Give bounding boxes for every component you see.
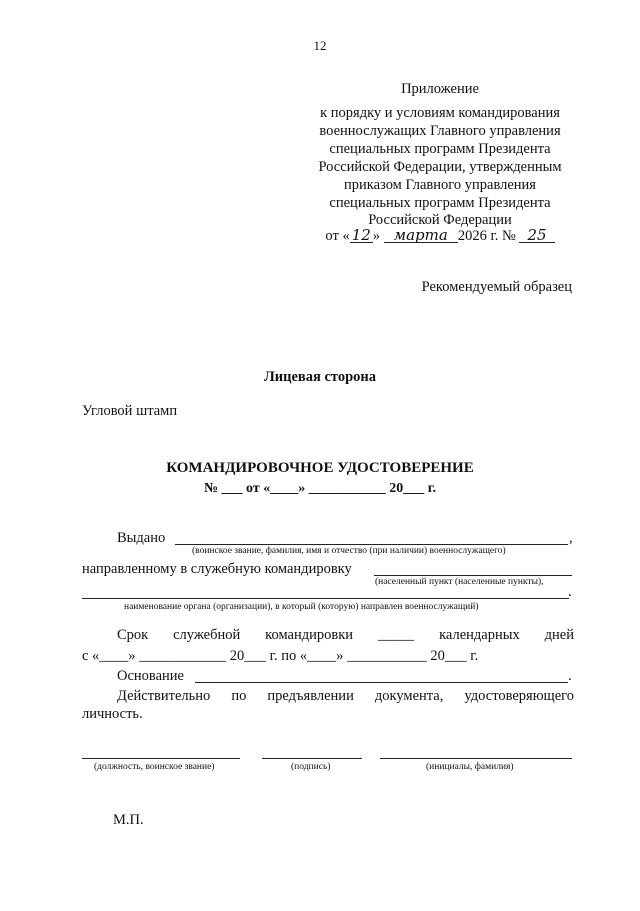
term-line [82, 627, 574, 644]
certificate-number-line: № ___ от «____» ___________ 20___ г. [203, 481, 437, 496]
handwritten-day: 12 [351, 226, 371, 244]
appendix-date [300, 228, 580, 245]
term-word: _____ [377, 627, 415, 643]
position-caption: (должность, воинское звание) [94, 762, 215, 772]
term-word: командировки [265, 627, 354, 643]
page-number: 12 [313, 38, 327, 53]
basis-label: Основание [117, 668, 184, 684]
term-dates: с «____» ____________ 20___ г. по «____» ___________ 20___ г. [82, 648, 479, 664]
initials-caption: (инициалы, фамилия) [426, 762, 514, 772]
term-word: календарных [439, 627, 520, 643]
certificate-title: КОМАНДИРОВОЧНОЕ УДОСТОВЕРЕНИЕ [166, 460, 474, 476]
issued-comma: , [569, 530, 573, 546]
directed-caption: (населенный пункт (населенные пункты), [375, 577, 544, 587]
signature-line [262, 758, 362, 759]
valid-word: Действительно [117, 688, 211, 704]
handwritten-number: 25 [519, 228, 554, 243]
issued-fill-line [175, 544, 568, 545]
organization-dot: . [568, 584, 572, 600]
handwritten-month: марта [384, 228, 458, 243]
initials-signature-line [380, 758, 572, 759]
signature-caption: (подпись) [291, 762, 331, 772]
organization-fill-line [82, 598, 569, 599]
directed-fill-line [374, 575, 572, 576]
appendix-line: специальных программ Президента [329, 141, 551, 157]
valid-word: документа, [374, 688, 444, 704]
appendix-line: Российской Федерации [368, 212, 512, 228]
appendix-line: Российской Федерации, утвержденным [318, 159, 562, 175]
valid-line-2: личность. [82, 706, 143, 722]
directed-label: направленному в служебную командировку [82, 561, 352, 577]
date-year: 2026 г. № [457, 228, 516, 244]
issued-caption: (воинское звание, фамилия, имя и отчество (при наличии) военнослужащего) [192, 546, 506, 556]
appendix-title: Приложение [401, 81, 479, 97]
appendix-line: специальных программ Президента [329, 195, 551, 211]
appendix-line: приказом Главного управления [344, 177, 536, 193]
issued-label: Выдано [117, 530, 166, 546]
term-word: служебной [173, 627, 241, 643]
valid-word: предъявлении [267, 688, 354, 704]
seal-place: М.П. [113, 812, 144, 828]
corner-stamp: Угловой штамп [82, 403, 178, 419]
position-signature-line [82, 758, 240, 759]
appendix-line: военнослужащих Главного управления [319, 123, 561, 139]
valid-word: по [231, 688, 247, 704]
term-word: Срок [117, 627, 149, 643]
basis-dot: . [568, 668, 572, 684]
recommended-sample: Рекомендуемый образец [421, 279, 572, 295]
organization-caption: наименование органа (организации), в который (которую) направлен военнослужащий) [124, 602, 479, 612]
valid-word: удостоверяющего [464, 688, 574, 704]
valid-line [82, 688, 574, 705]
side-heading: Лицевая сторона [263, 369, 377, 385]
basis-fill-line [195, 682, 568, 683]
appendix-line: к порядку и условиям командирования [320, 105, 560, 121]
date-prefix: от « [325, 228, 350, 244]
date-close: » [372, 228, 381, 244]
term-word: дней [544, 627, 574, 643]
